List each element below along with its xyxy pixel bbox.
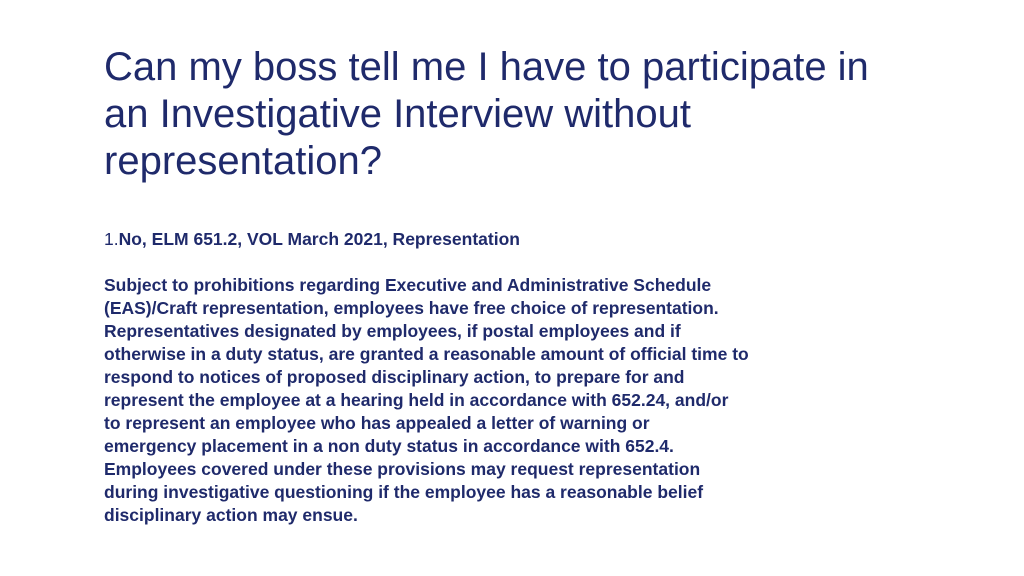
paragraph-line: during investigative questioning if the employee has a reasonable belief: [104, 482, 704, 502]
paragraph-line: (EAS)/Craft representation, employees have free choice of representation.: [104, 298, 719, 318]
point-title: No, ELM 651.2, VOL March 2021, Representation: [118, 229, 520, 249]
representation-paragraph: [104, 274, 924, 527]
title-line: representation?: [104, 139, 382, 183]
title-line: an Investigative Interview without: [104, 92, 691, 136]
point-number: 1.: [104, 229, 119, 249]
paragraph-line: Employees covered under these provisions may request representation: [104, 459, 701, 479]
slide-title: [104, 44, 964, 185]
numbered-point: [104, 228, 924, 251]
paragraph-line: respond to notices of proposed disciplinary action, to prepare for and: [104, 367, 685, 387]
paragraph-line: to represent an employee who has appealed a letter of warning or: [104, 413, 650, 433]
paragraph-line: emergency placement in a non duty status in accordance with 652.4.: [104, 436, 674, 456]
paragraph-line: Representatives designated by employees, if postal employees and if: [104, 321, 681, 341]
title-line: Can my boss tell me I have to participate in: [104, 45, 869, 89]
paragraph-line: disciplinary action may ensue.: [104, 505, 358, 525]
paragraph-line: represent the employee at a hearing held in accordance with 652.24, and/or: [104, 390, 729, 410]
slide-body: [104, 228, 924, 527]
paragraph-line: otherwise in a duty status, are granted a reasonable amount of official time to: [104, 344, 749, 364]
paragraph-line: Subject to prohibitions regarding Executive and Administrative Schedule: [104, 275, 712, 295]
